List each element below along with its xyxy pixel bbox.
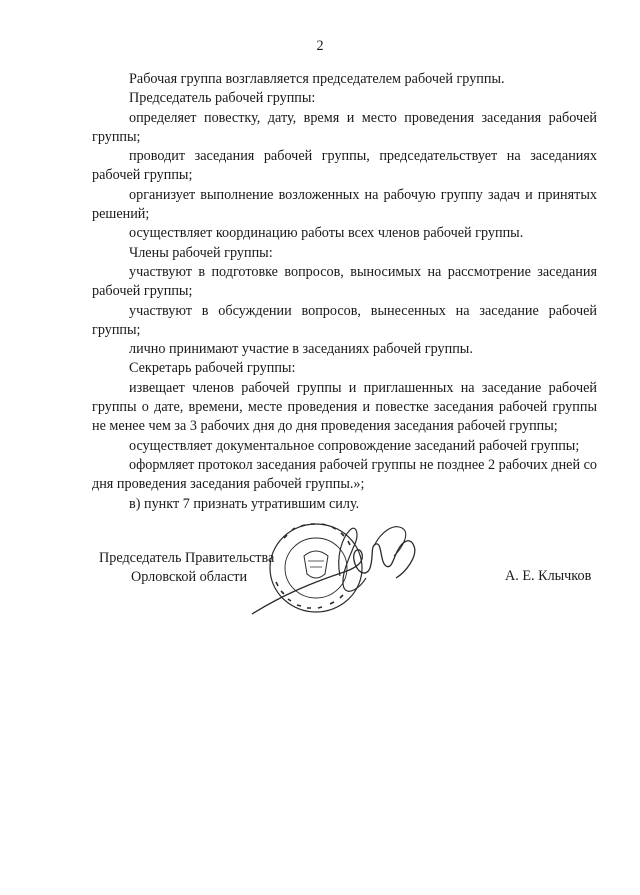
- paragraph: Председатель рабочей группы:: [129, 90, 316, 107]
- paragraph: организует выполнение возложенных на рабочую группу задач и принятых решений;: [92, 186, 597, 223]
- signatory-title: [99, 549, 274, 588]
- document-body: [92, 70, 597, 514]
- paragraph: участвуют в подготовке вопросов, выносимых на рассмотрение заседания рабочей группы;: [92, 263, 597, 300]
- paragraph: оформляет протокол заседания рабочей группы не позднее 2 рабочих дней со дня проведения заседания рабочей группы.»;: [92, 456, 597, 493]
- page-number: 2: [316, 38, 324, 54]
- paragraph: участвуют в обсуждении вопросов, вынесенных на заседание рабочей группы;: [92, 302, 597, 338]
- paragraph: Члены рабочей группы:: [129, 244, 273, 261]
- paragraph: определяет повестку, дату, время и место проведения заседания рабочей группы;: [92, 109, 597, 145]
- signatory-title-line2: Орловской области: [131, 569, 248, 586]
- signatory-title-line1: Председатель Правительства: [99, 550, 275, 566]
- paragraph: в) пункт 7 признать утратившим силу.: [129, 495, 360, 512]
- paragraph: осуществляет координацию работы всех членов рабочей группы.: [129, 225, 524, 242]
- paragraph: проводит заседания рабочей группы, председательствует на заседаниях рабочей группы;: [92, 148, 597, 184]
- paragraph: осуществляет документальное сопровождение заседаний рабочей группы;: [129, 437, 580, 454]
- paragraph: Рабочая группа возглавляется председателем рабочей группы.: [129, 71, 505, 87]
- paragraph: извещает членов рабочей группы и приглашенных на заседание рабочей группы о дате, времени, месте проведения и повестке заседания рабочей группы не менее чем за 3 рабочих дня до дня проведения заседания рабочей группы;: [92, 379, 597, 435]
- paragraph: Секретарь рабочей группы:: [129, 360, 296, 377]
- paragraph: лично принимают участие в заседаниях рабочей группы.: [129, 341, 473, 358]
- signatory-name: А. Е. Клычков: [505, 568, 592, 584]
